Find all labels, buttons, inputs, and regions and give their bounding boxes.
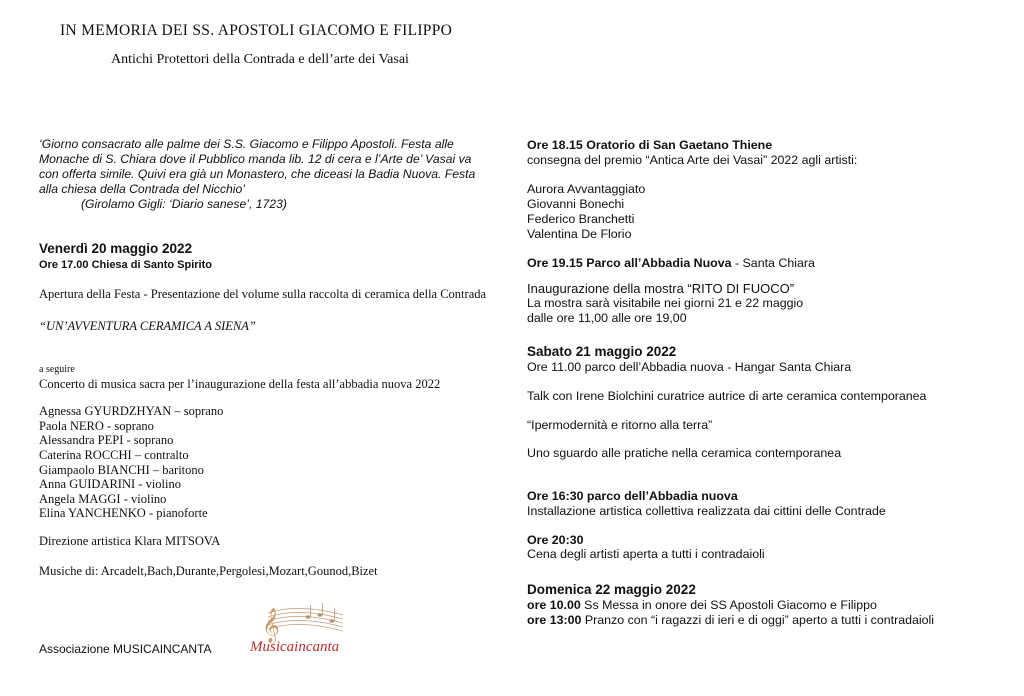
artistic-direction: Direzione artistica Klara MITSOVA (39, 533, 221, 548)
concert-title: Concerto di musica sacra per l’inaugurazione della festa all’abbadia nuova 2022 (39, 376, 441, 391)
friday-opening: Apertura della Festa - Presentazione del volume sulla raccolta di ceramica della Contrada (39, 287, 487, 301)
page-title: IN MEMORIA DEI SS. APOSTOLI GIACOMO E FILIPPO (60, 22, 453, 39)
parco-time: Ore 19.15 Parco all’Abbadia Nuova (527, 256, 732, 271)
sunday-date: Domenica 22 maggio 2022 (527, 581, 696, 597)
dinner-time: Ore 20:30 (527, 532, 584, 547)
friday-date: Venerdì 20 maggio 2022 (39, 241, 193, 256)
parco-place: - Santa Chiara (731, 256, 815, 271)
book-title: “UN’AVVENTURA CERAMICA A SIENA” (39, 318, 256, 333)
install-desc: Installazione artistica collettiva realizzata dai cittini delle Contrade (527, 503, 886, 518)
performer: Angela MAGGI - violino (39, 491, 167, 506)
talk-line: Talk con Irene Biolchini curatrice autrice di arte ceramica contemporanea (527, 389, 927, 404)
mass-desc: Ss Messa in onore dei SS Apostoli Giacomo e Filippo (580, 597, 877, 612)
talk-title: “Ipermodernità e ritorno alla terra” (527, 417, 713, 432)
saturday-date: Sabato 21 maggio 2022 (527, 344, 677, 360)
quote-line: ‘Giorno consacrato alle palme dei S.S. Giacomo e Filippo Apostoli. Festa alle (39, 137, 454, 151)
artist: Valentina De Florio (527, 226, 632, 241)
artist: Aurora Avvantaggiato (527, 182, 646, 197)
install-time: Ore 16:30 parco dell’Abbadia nuova (527, 489, 738, 504)
page-subtitle: Antichi Protettori della Contrada e dell’arte dei Vasai (111, 52, 409, 67)
svg-text:𝄞: 𝄞 (262, 608, 280, 643)
artist: Giovanni Bonechi (527, 197, 625, 212)
saturday-place: Ore 11.00 parco dell’Abbadia nuova - Hangar Santa Chiara (527, 360, 852, 375)
mass-time: ore 10.00 (527, 597, 581, 612)
sguardo-line: Uno sguardo alle pratiche nella ceramica contemporanea (527, 446, 842, 461)
exhibition-hours: dalle ore 11,00 alle ore 19,00 (527, 310, 687, 325)
lunch-line (527, 613, 997, 628)
a-seguire: a seguire (39, 363, 75, 375)
oratorio-time: Ore 18.15 Oratorio di San Gaetano Thiene (527, 138, 773, 152)
award-line: consegna del premio “Antica Arte dei Vasai” 2022 agli artisti: (527, 152, 858, 167)
performers-list (39, 404, 509, 521)
lunch-time: ore 13:00 (527, 612, 582, 627)
historical-quote (39, 137, 509, 212)
friday-time-place: Ore 17.00 Chiesa di Santo Spirito (39, 259, 212, 271)
left-column (39, 137, 509, 578)
performer: Giampaolo BIANCHI – baritono (39, 462, 204, 477)
artists-list (527, 182, 997, 241)
mass-line (527, 598, 997, 613)
exhibition-days: La mostra sarà visitabile nei giorni 21 e 22 maggio (527, 295, 804, 310)
performer: Caterina ROCCHI – contralto (39, 447, 189, 462)
quote-line: alla chiesa della Contrada del Nicchio’ (39, 182, 245, 196)
association-label: Associazione MUSICAINCANTA (39, 642, 212, 656)
dinner-desc: Cena degli artisti aperta a tutti i contradaioli (527, 547, 765, 562)
parco-line (527, 256, 997, 271)
lunch-desc: Pranzo con “i ragazzi di ieri e di oggi” aperto a tutti i contradaioli (581, 612, 935, 627)
quote-line: Monache di S. Chiara dove il Pubblico manda lib. 12 di cera e l’Arte de’ Vasai va (39, 152, 472, 166)
musicaincanta-logo (248, 595, 348, 661)
performer: Paola NERO - soprano (39, 418, 154, 433)
artist: Federico Branchetti (527, 211, 635, 226)
exhibition-title: Inaugurazione della mostra “RITO DI FUOCO” (527, 280, 795, 296)
right-column (527, 138, 997, 627)
performer: Agnessa GYURDZHYAN – soprano (39, 404, 224, 419)
performer: Alessandra PEPI - soprano (39, 433, 174, 448)
quote-citation: (Girolamo Gigli: ‘Diario sanese’, 1723) (81, 197, 287, 211)
performer: Elina YANCHENKO - pianoforte (39, 506, 208, 521)
music-composers: Musiche di: Arcadelt,Bach,Durante,Pergolesi,Mozart,Gounod,Bizet (39, 563, 378, 578)
performer: Anna GUIDARINI - violino (39, 477, 181, 492)
quote-line: con offerta simile. Quivi era già un Monastero, che diceasi la Badia Nuova. Festa (39, 167, 476, 181)
logo-text: Musicaincanta (250, 639, 340, 655)
